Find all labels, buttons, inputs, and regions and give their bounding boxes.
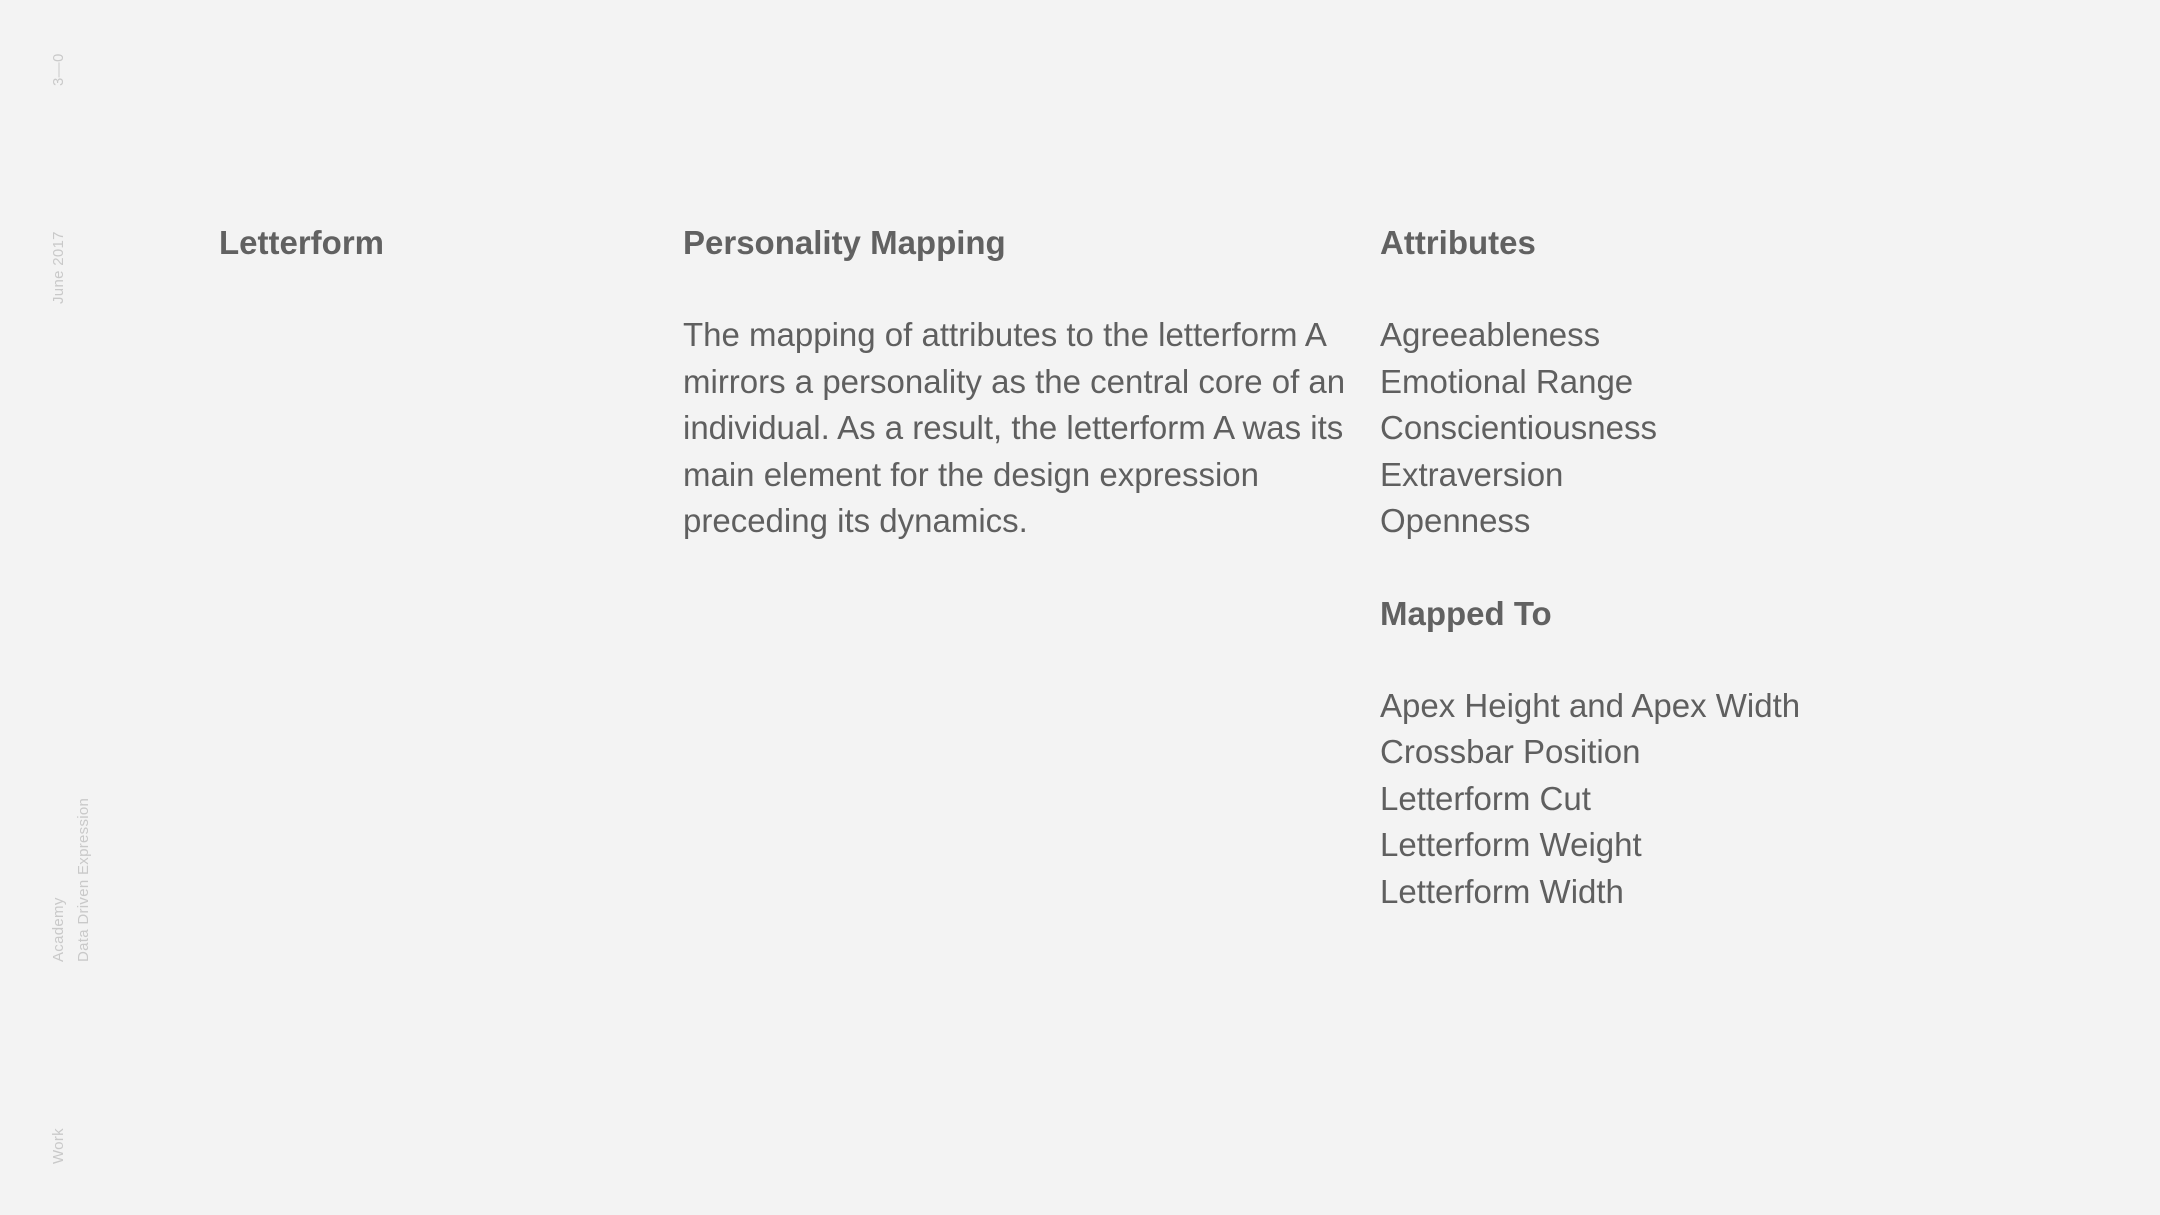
list-item: Emotional Range [1380,362,1634,400]
list-item: Letterform Width [1380,872,1624,910]
list-item: Extraversion [1380,455,1564,493]
page-number: 3—0 [50,53,67,86]
attributes-column [1380,220,1800,915]
personality-mapping-column [683,220,1363,545]
project-label: Data Driven Expression [75,797,92,962]
list-item: Openness [1380,502,1531,539]
list-item: Apex Height and Apex Width [1380,686,1801,724]
section-label: Academy [50,897,67,962]
attributes-heading: Attributes [1380,224,1536,261]
personality-mapping-heading: Personality Mapping [683,224,1006,261]
letterform-heading: Letterform [219,224,385,261]
date-label: June 2017 [50,231,67,304]
list-item: Conscientiousness [1380,409,1657,446]
letterform-column [219,220,384,266]
personality-mapping-body: The mapping of attributes to the letterform A mirrors a personality as the central core of an individual. As a result, the letterform A was its main element for the design expression preceding its dynamics. [683,316,1346,539]
category-label: Work [50,1128,67,1164]
mapped-to-heading: Mapped To [1380,594,1552,632]
list-item: Letterform Cut [1380,779,1591,817]
list-item: Crossbar Position [1380,733,1641,770]
list-item: Letterform Weight [1380,826,1642,863]
list-item: Agreeableness [1380,316,1601,353]
attributes-list [1380,312,1800,545]
mapped-to-list [1380,683,1800,916]
